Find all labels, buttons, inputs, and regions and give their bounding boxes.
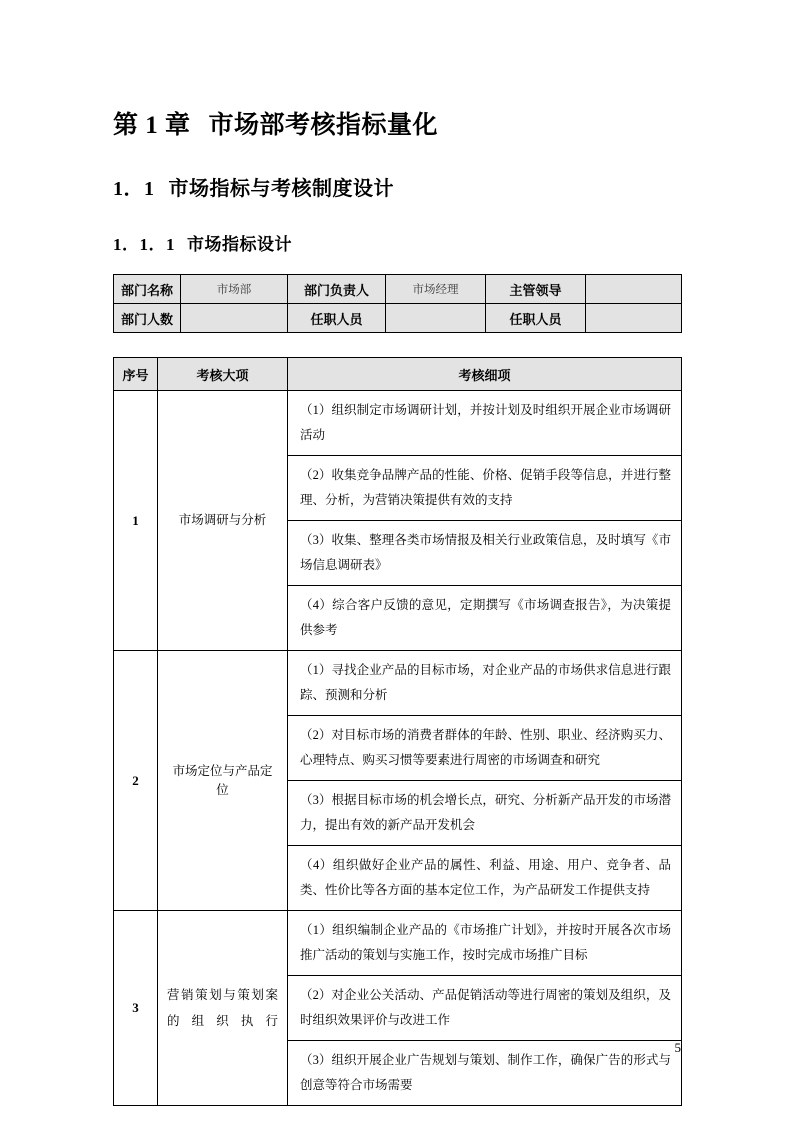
info-value-cell[interactable]: 市场经理 <box>386 275 486 304</box>
assessment-detail-cell: （4）综合客户反馈的意见，定期撰写《市场调查报告》，为决策提供参考 <box>288 586 682 651</box>
info-label-cell: 部门人数 <box>114 304 181 333</box>
assessment-detail-cell: （2）对企业公关活动、产品促销活动等进行周密的策划及组织，及时组织效果评价与改进工作 <box>288 976 682 1041</box>
assessment-detail-cell: （1）组织制定市场调研计划，并按计划及时组织开展企业市场调研活动 <box>288 391 682 456</box>
assessment-header-row <box>114 358 682 391</box>
assessment-table-row <box>114 391 682 456</box>
info-value-cell[interactable] <box>586 275 682 304</box>
assessment-detail-cell: （1）组织编制企业产品的《市场推广计划》，并按时开展各次市场推广活动的策划与实施工作，按时完成市场推广目标 <box>288 911 682 976</box>
info-label-cell: 任职人员 <box>486 304 586 333</box>
assessment-detail-cell: （3）收集、整理各类市场情报及相关行业政策信息，及时填写《市场信息调研表》 <box>288 521 682 586</box>
info-label-cell: 主管领导 <box>486 275 586 304</box>
assessment-seq-cell: 2 <box>114 651 158 911</box>
info-value-cell[interactable] <box>586 304 682 333</box>
info-value-cell[interactable] <box>181 304 288 333</box>
chapter-number: 第 1 章 <box>113 111 191 139</box>
assessment-category-cell: 营销策划与策划案的组织执行 <box>158 911 288 1106</box>
assessment-detail-cell: （2）收集竞争品牌产品的性能、价格、促销手段等信息，并进行整理、分析，为营销决策提供有效的支持 <box>288 456 682 521</box>
assessment-table-row <box>114 911 682 976</box>
info-label-cell: 任职人员 <box>288 304 386 333</box>
subsection-title: 市场指标设计 <box>187 235 292 254</box>
subsection-heading <box>113 235 292 255</box>
assessment-seq-cell: 1 <box>114 391 158 651</box>
assessment-category-cell: 市场调研与分析 <box>158 391 288 651</box>
info-table-row <box>114 275 682 304</box>
info-table-row <box>114 304 682 333</box>
info-label-cell: 部门名称 <box>114 275 181 304</box>
assessment-seq-cell: 3 <box>114 911 158 1106</box>
assessment-detail-cell: （2）对目标市场的消费者群体的年龄、性别、职业、经济购买力、心理特点、购买习惯等要素进行周密的市场调查和研究 <box>288 716 682 781</box>
assessment-table <box>113 357 682 1106</box>
assessment-header-cell: 考核细项 <box>288 358 682 391</box>
assessment-detail-cell: （3）组织开展企业广告规划与策划、制作工作，确保广告的形式与创意等符合市场需要 <box>288 1041 682 1106</box>
info-value-cell[interactable]: 市场部 <box>181 275 288 304</box>
chapter-heading <box>113 111 438 141</box>
assessment-detail-cell: （4）组织做好企业产品的属性、利益、用途、用户、竞争者、品类、性价比等各方面的基本定位工作，为产品研发工作提供支持 <box>288 846 682 911</box>
department-info-body <box>114 275 682 333</box>
assessment-detail-cell: （3）根据目标市场的机会增长点，研究、分析新产品开发的市场潜力，提出有效的新产品开发机会 <box>288 781 682 846</box>
section-number: 1．1 <box>113 177 155 200</box>
assessment-category-cell: 市场定位与产品定位 <box>158 651 288 911</box>
assessment-header-cell: 序号 <box>114 358 158 391</box>
info-label-cell: 部门负责人 <box>288 275 386 304</box>
assessment-header-cell: 考核大项 <box>158 358 288 391</box>
chapter-title: 市场部考核指标量化 <box>208 111 439 139</box>
info-value-cell[interactable] <box>386 304 486 333</box>
page-number: 5 <box>674 1040 681 1055</box>
section-heading <box>113 177 394 201</box>
assessment-table-body <box>114 358 682 1106</box>
department-info-table <box>113 274 682 333</box>
assessment-detail-cell: （1）寻找企业产品的目标市场，对企业产品的市场供求信息进行跟踪、预测和分析 <box>288 651 682 716</box>
subsection-number: 1．1．1 <box>113 235 175 254</box>
assessment-table-row <box>114 651 682 716</box>
section-title: 市场指标与考核制度设计 <box>168 177 394 200</box>
